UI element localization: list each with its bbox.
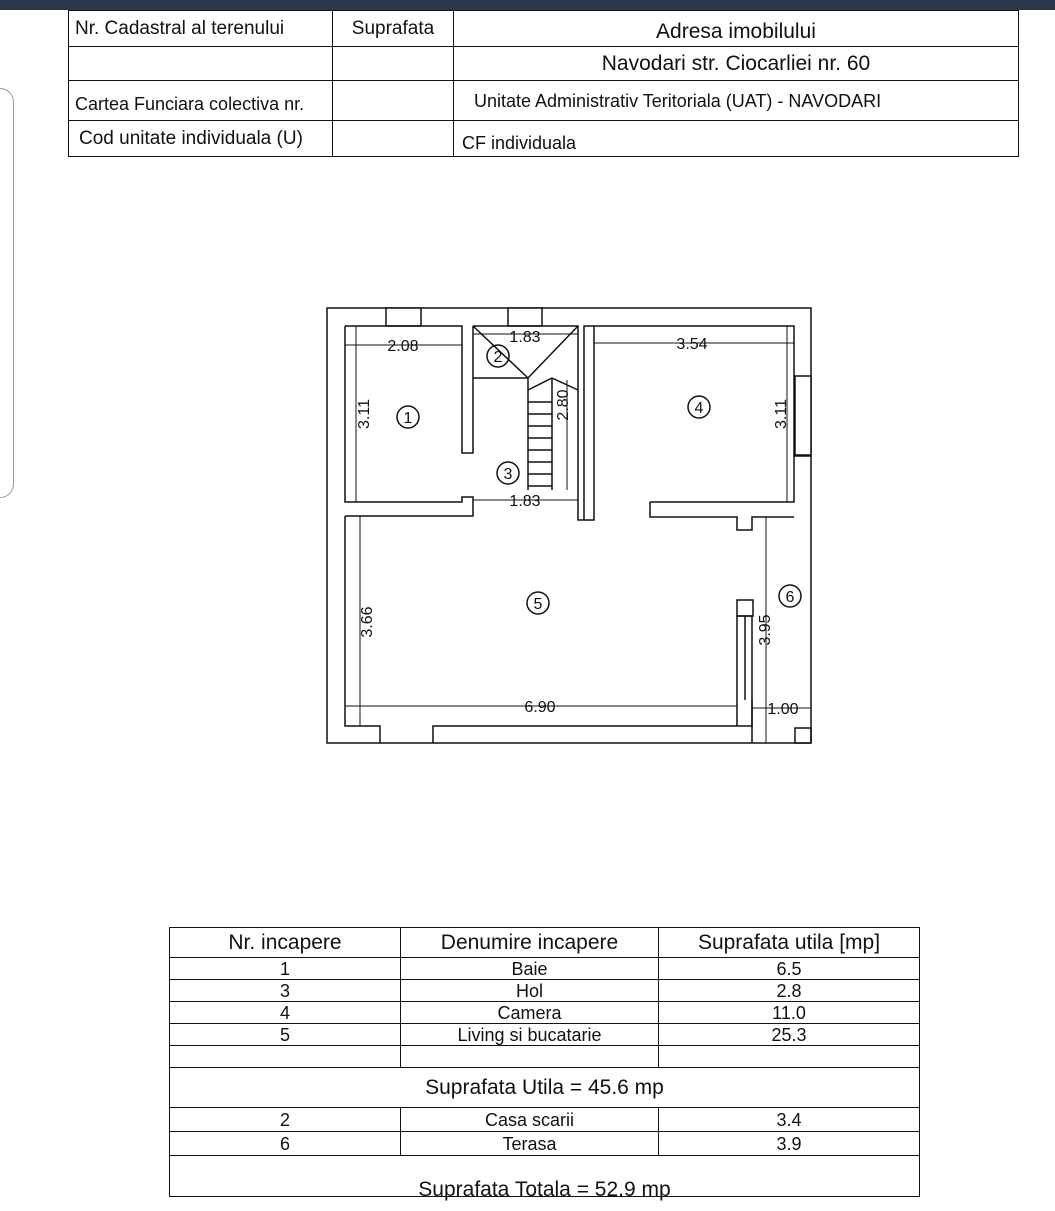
window-top-left xyxy=(386,308,421,326)
suprafata-totala: Suprafata Totala = 52.9 mp xyxy=(170,1170,920,1211)
side-handle[interactable] xyxy=(0,88,14,498)
room-6-number: 6 xyxy=(785,589,795,606)
rooms-table xyxy=(169,927,920,1201)
dim-label: 3.54 xyxy=(676,336,708,353)
table-row: 4 Camera 11.0 xyxy=(170,1002,920,1024)
empty-row xyxy=(170,1046,920,1068)
suprafata-utila: Suprafata Utila = 45.6 mp xyxy=(170,1068,920,1108)
dim-label: 1.00 xyxy=(767,701,799,718)
address-label: Adresa imobilului xyxy=(454,11,1019,47)
col-header-name: Denumire incapere xyxy=(401,928,659,958)
dim-label: 2.08 xyxy=(387,338,419,355)
surface-value xyxy=(333,47,454,81)
cod-unitate-value xyxy=(333,121,454,157)
room-1-number: 1 xyxy=(403,410,413,427)
table-row: 3 Hol 2.8 xyxy=(170,980,920,1002)
col-header-nr: Nr. incapere xyxy=(170,928,401,958)
room-5-number: 5 xyxy=(533,596,543,613)
cf-colectiva-value xyxy=(333,81,454,121)
living-wall-bottom xyxy=(433,616,752,743)
dim-label: 3.95 xyxy=(757,614,774,646)
address-value: Navodari str. Ciocarliei nr. 60 xyxy=(454,47,1019,81)
dim-label: 3.11 xyxy=(356,399,373,429)
stair-wall xyxy=(473,326,594,520)
room-3-number: 3 xyxy=(503,466,513,483)
table-row: 1 Baie 6.5 xyxy=(170,958,920,980)
dim-label: 1.83 xyxy=(509,329,541,346)
dim-label: 3.11 xyxy=(773,399,790,429)
dim-label: 1.83 xyxy=(509,493,541,510)
cadastral-value xyxy=(69,47,333,81)
top-bar xyxy=(0,0,1055,10)
table-row: 2 Casa scarii 3.4 xyxy=(170,1108,920,1132)
table-row: 6 Terasa 3.9 xyxy=(170,1132,920,1156)
dim-label: 2.80 xyxy=(555,389,572,421)
floor-plan xyxy=(300,290,830,760)
window-top-mid xyxy=(508,308,542,326)
uat-label: Unitate Administrativ Teritoriala (UAT) - xyxy=(474,90,789,111)
table-row: 5 Living si bucatarie 25.3 xyxy=(170,1024,920,1046)
window-right xyxy=(795,376,811,456)
cod-unitate-label: Cod unitate individuala (U) xyxy=(69,121,333,157)
uat-value: NAVODARI xyxy=(788,90,882,111)
cf-individuala-label: CF individuala xyxy=(454,121,1019,157)
cadastral-label: Nr. Cadastral al terenului xyxy=(69,11,333,47)
dim-label: 6.90 xyxy=(524,699,556,716)
room-4-number: 4 xyxy=(694,400,704,417)
surface-label: Suprafata xyxy=(333,11,454,47)
uat-cell xyxy=(454,81,1019,121)
col-header-area: Suprafata utila [mp] xyxy=(659,928,920,958)
dim-label: 3.66 xyxy=(359,606,376,638)
header-table xyxy=(68,10,1019,157)
cf-colectiva-label: Cartea Funciara colectiva nr. xyxy=(69,81,333,121)
outer-wall xyxy=(327,308,811,743)
room-2-number: 2 xyxy=(493,349,503,366)
